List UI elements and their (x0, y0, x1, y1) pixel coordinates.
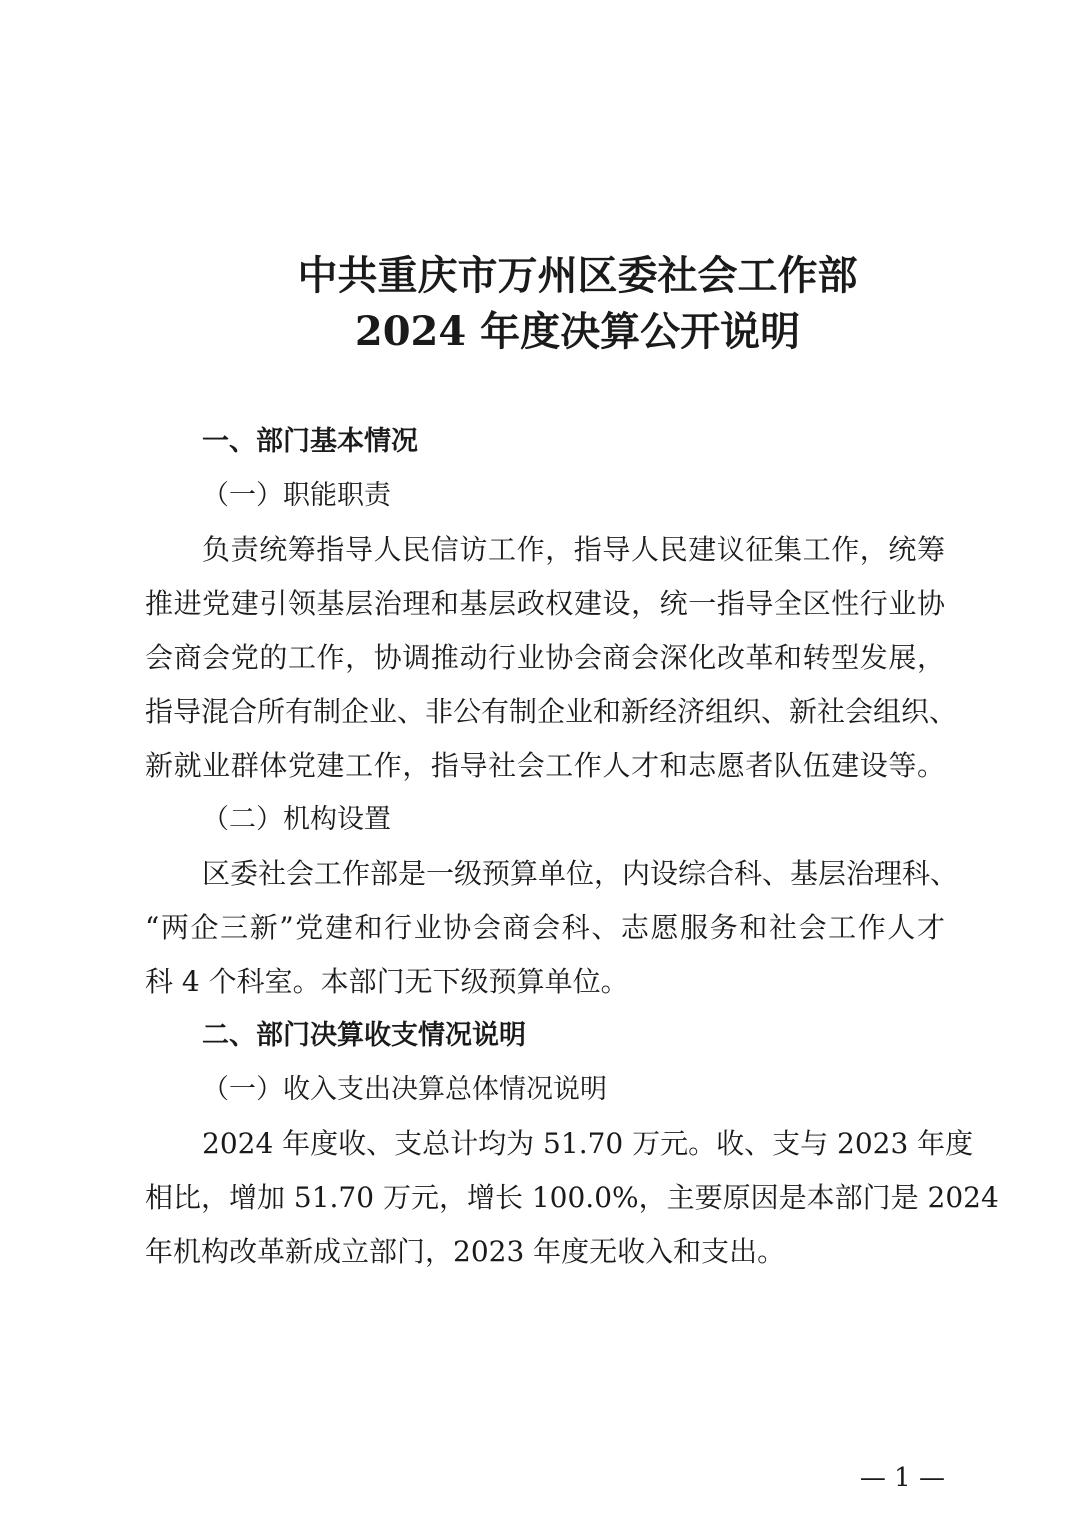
subsection-heading-income-expenditure: （一）收入支出决算总体情况说明 (202, 1074, 607, 1105)
paragraph-line: 科 4 个科室。本部门无下级预算单位。 (145, 965, 629, 998)
paragraph-line: 指导混合所有制企业、非公有制企业和新经济组织、新社会组织、 (145, 695, 958, 728)
page-number: — 1 — (859, 1463, 945, 1493)
section-heading-budget-explanation: 二、部门决算收支情况说明 (202, 1020, 526, 1051)
paragraph-line: 相比，增加 51.70 万元，增长 100.0%，主要原因是本部门是 2024 (145, 1181, 999, 1214)
paragraph-line: 年机构改革新成立部门，2023 年度无收入和支出。 (145, 1235, 786, 1268)
paragraph-line: 2024 年度收、支总计均为 51.70 万元。收、支与 2023 年度 (202, 1127, 974, 1160)
document-title-line-2: 2024 年度决算公开说明 (354, 308, 801, 355)
paragraph-line: 会商会党的工作，协调推动行业协会商会深化改革和转型发展， (145, 641, 945, 674)
paragraph-line: 区委社会工作部是一级预算单位，内设综合科、基层治理科、 (202, 857, 959, 890)
document-title-line-1: 中共重庆市万州区委社会工作部 (297, 252, 858, 299)
paragraph-line: “两企三新”党建和行业协会商会科、志愿服务和社会工作人才 (145, 911, 945, 944)
subsection-heading-organization: （二）机构设置 (202, 804, 391, 835)
section-heading-basic-info: 一、部门基本情况 (202, 426, 418, 457)
subsection-heading-functions: （一）职能职责 (202, 480, 391, 511)
paragraph-line: 负责统筹指导人民信访工作，指导人民建议征集工作，统筹 (202, 533, 945, 566)
paragraph-line: 新就业群体党建工作，指导社会工作人才和志愿者队伍建设等。 (145, 749, 945, 782)
paragraph-line: 推进党建引领基层治理和基层政权建设，统一指导全区性行业协 (145, 587, 945, 620)
